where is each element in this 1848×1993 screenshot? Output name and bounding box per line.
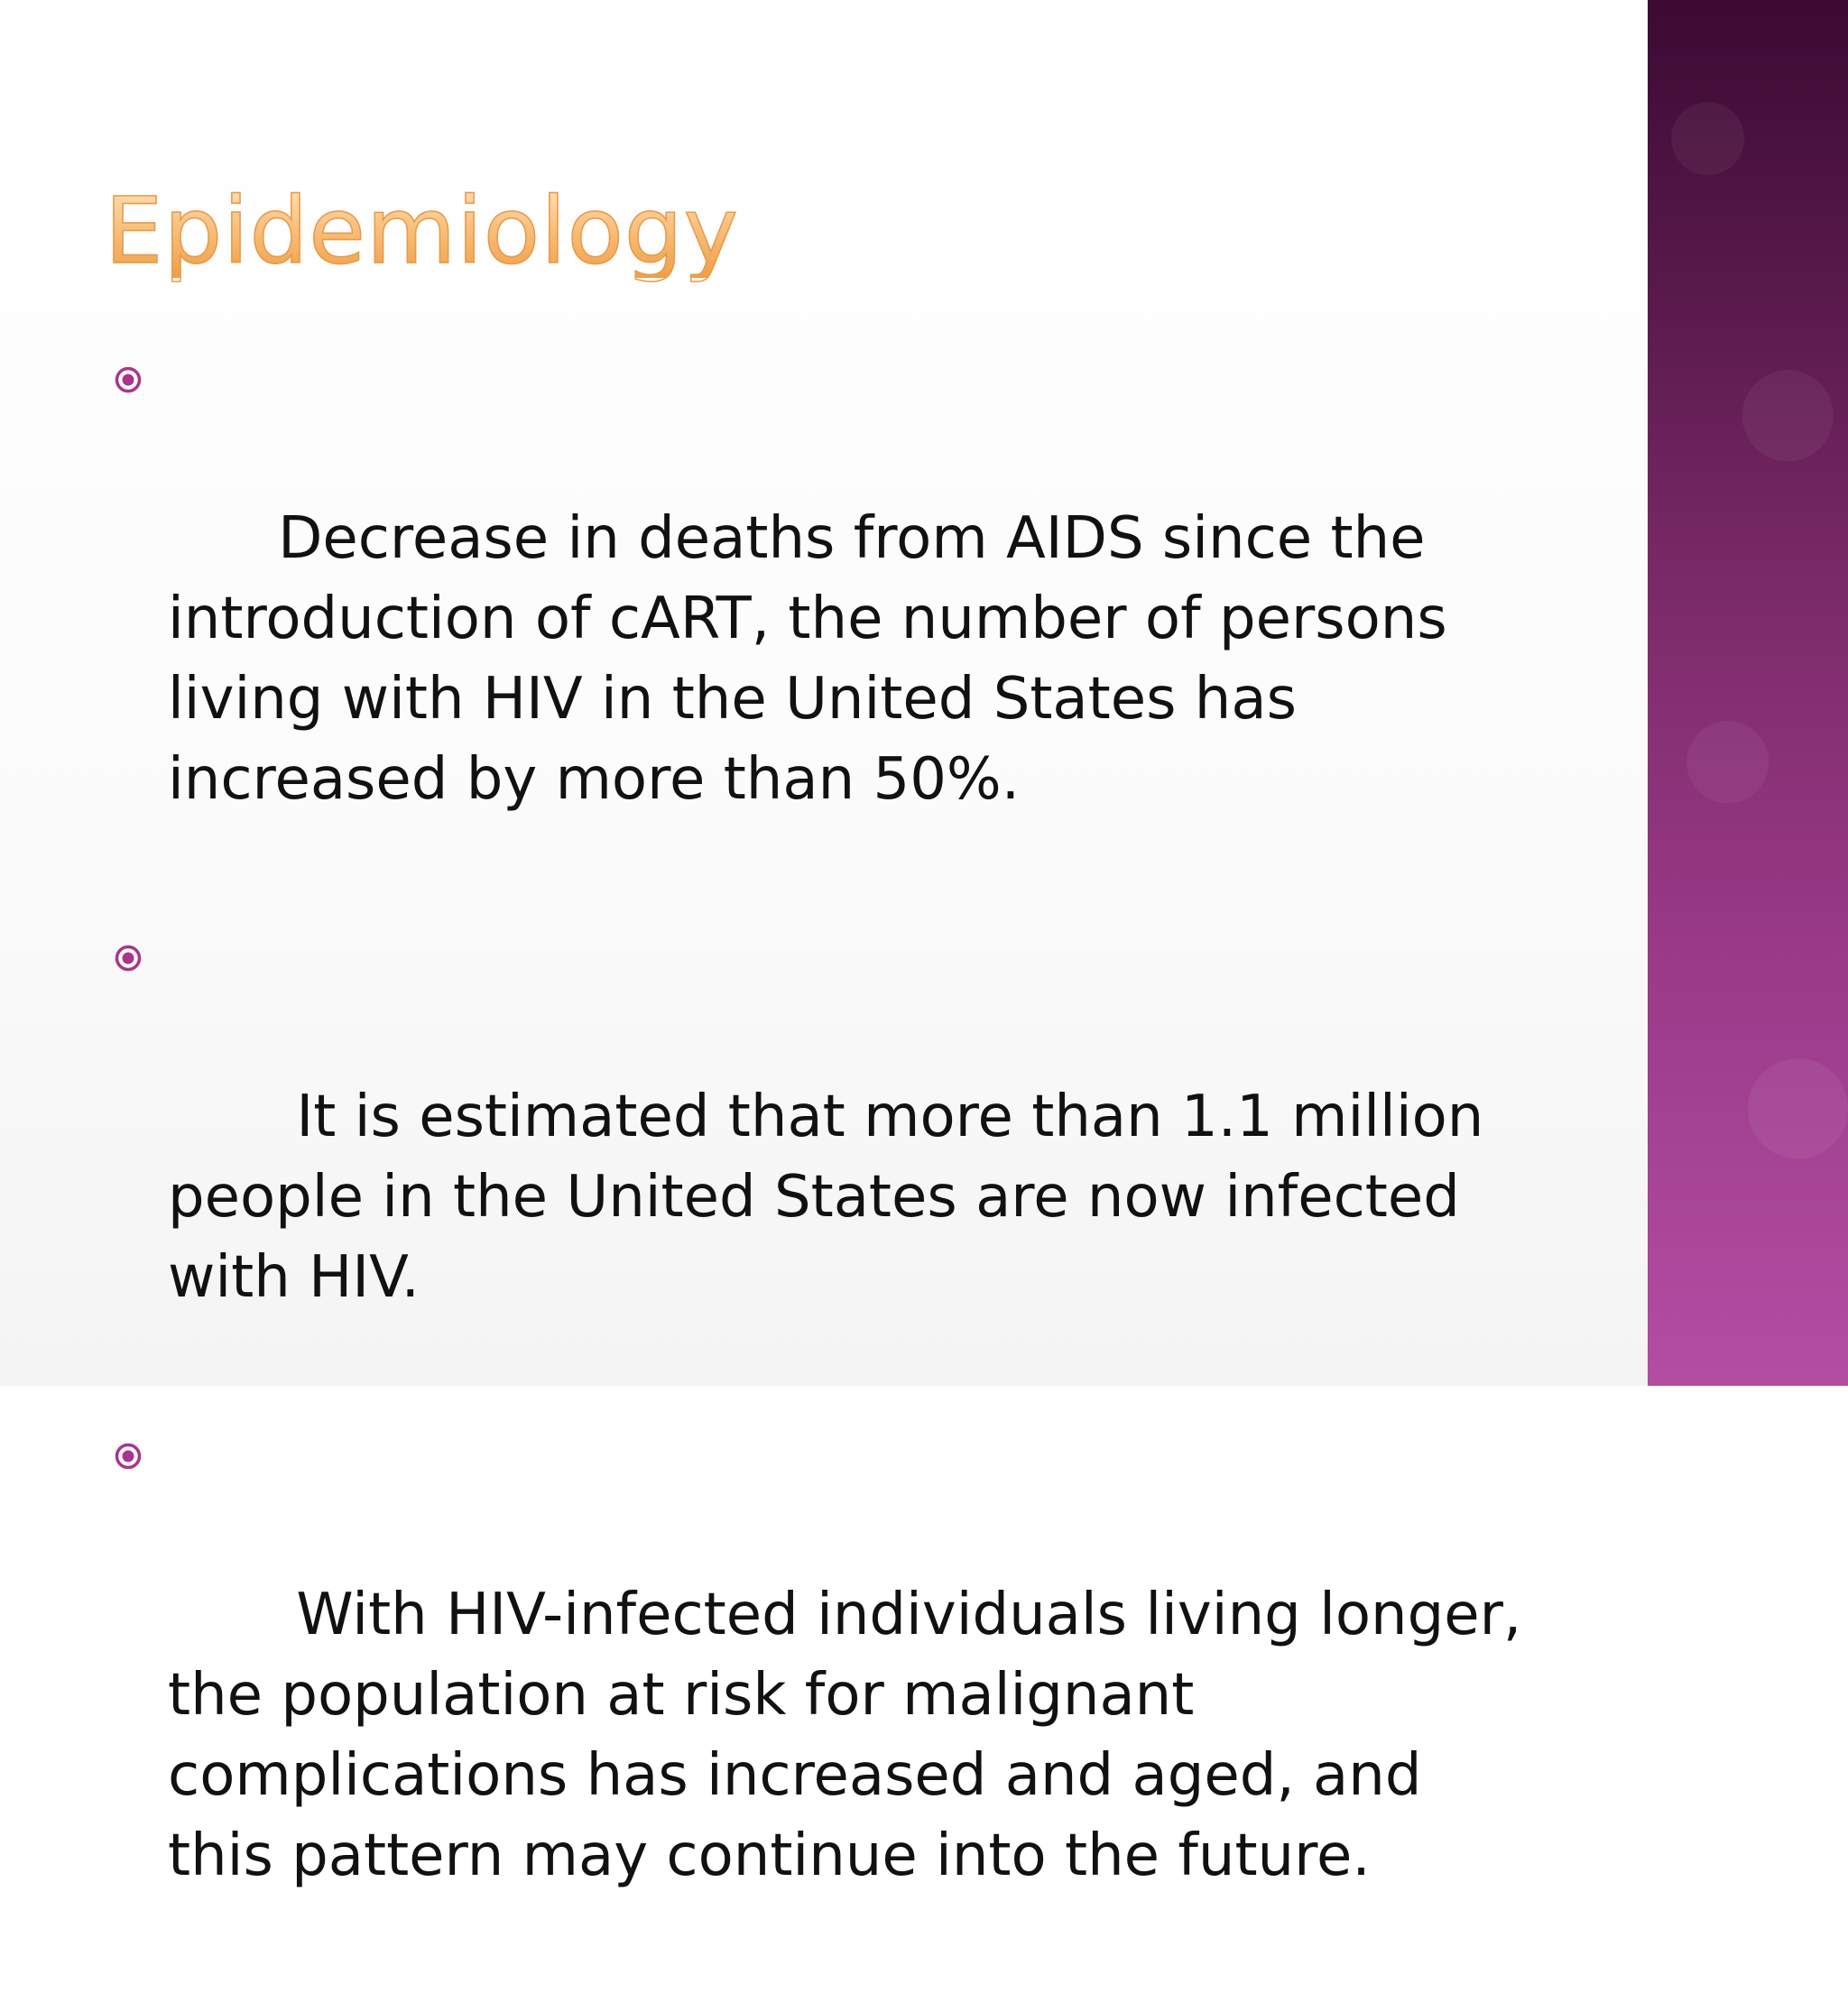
bullet-text: With HIV-infected individuals living longer, the population at risk for malignant complications has increased and aged, and this pattern may continue into the future.: [168, 1582, 1540, 1889]
bullet-item: [114, 1415, 1539, 1977]
bullet-text: Decrease in deaths from AIDS since the introduction of cART, the number of persons living with HIV in the United States has increased by more than 50%.: [168, 505, 1465, 813]
circled-dot-icon: [114, 365, 143, 394]
bullet-item: [114, 917, 1539, 1398]
bullet-text: It is estimated that more than 1.1 million people in the United States are now infected with HIV.: [168, 1084, 1502, 1311]
circled-dot-icon: [114, 1442, 143, 1471]
slide-title: Epidemiology: [105, 178, 739, 285]
decorative-side-band: [1648, 0, 1848, 1386]
bullet-item: [114, 338, 1539, 900]
bullet-list: [114, 338, 1539, 1993]
circled-dot-icon: [114, 944, 143, 973]
